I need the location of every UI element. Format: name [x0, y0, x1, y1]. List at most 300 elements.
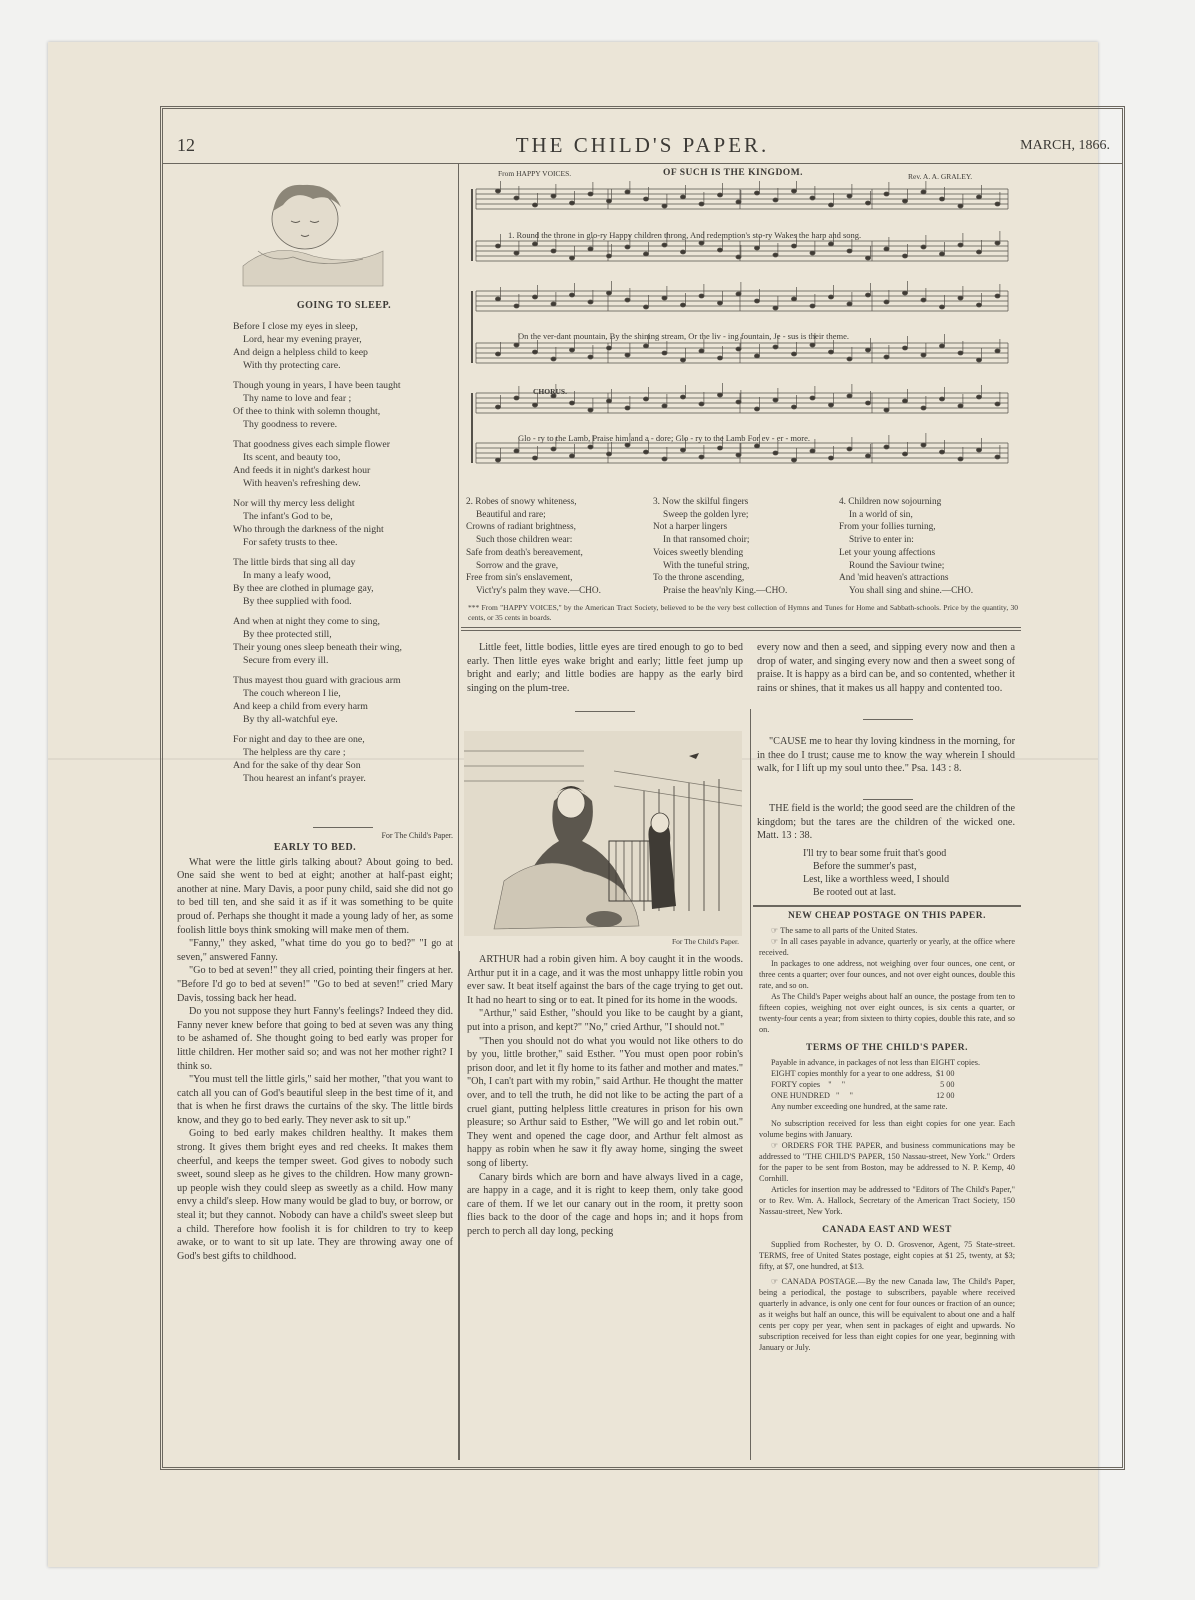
- note-head: [495, 244, 500, 248]
- note-head: [754, 444, 759, 448]
- going-to-sleep-poem: [233, 299, 455, 792]
- article-source: For The Child's Paper.: [381, 831, 453, 840]
- terms-after: Any number exceeding one hundred, at the same rate.: [771, 1102, 948, 1111]
- fruit-rhyme: [803, 847, 1003, 899]
- note-head: [680, 303, 685, 307]
- note-head: [958, 457, 963, 461]
- verse-line: Praise the heav'nly King.—CHO.: [663, 585, 788, 596]
- note-head: [773, 451, 778, 455]
- postage-line: As The Child's Paper weighs about half an ounce, the postage from ten to fifteen copies, weighing not over eight ounces, is six cents a quarter, or twenty-four cents a year; from sixteen to thirty copies, double this rate, and so on.: [759, 992, 1015, 1034]
- music-lyric-line-3: Glo - ry to the Lamb, Praise him and a - dore; Glo - ry to the Lamb For ev - er - more.: [518, 433, 810, 443]
- note-head: [717, 248, 722, 252]
- verse-line: You shall sing and shine.—CHO.: [849, 585, 974, 596]
- note-head: [551, 447, 556, 451]
- note-head: [828, 350, 833, 354]
- note-head: [680, 195, 685, 199]
- rate-label: [769, 1090, 934, 1101]
- poem-line: The infant's God to be,: [243, 511, 333, 522]
- note-head: [680, 358, 685, 362]
- early-to-bed-article: [177, 831, 453, 1263]
- note-head: [939, 252, 944, 256]
- note-head: [884, 445, 889, 449]
- note-head: [976, 395, 981, 399]
- note-head: [754, 299, 759, 303]
- verse-line: Such those children wear:: [476, 535, 573, 546]
- note-head: [717, 356, 722, 360]
- note-head: [662, 296, 667, 300]
- scripture-matthew: [757, 802, 1015, 843]
- note-head: [810, 304, 815, 308]
- verse-line: Safe from death's bereavement,: [466, 547, 583, 558]
- note-head: [773, 398, 778, 402]
- little-feet-paragraph: [467, 641, 743, 695]
- note-head: [532, 203, 537, 207]
- note-head: [551, 249, 556, 253]
- verse-line: And 'mid heaven's attractions: [839, 573, 949, 584]
- note-head: [791, 352, 796, 356]
- note-head: [828, 242, 833, 246]
- music-footnote: *** From "HAPPY VOICES," by the American Tract Society, believed to be the very best collection of Hymns and Tunes for Home and Sabbath-schools. Price by the quantity, 30 cents, or 35 cents in boards.: [468, 603, 1018, 622]
- note-head: [810, 343, 815, 347]
- article-paragraph: "Then you should not do what you would not like others to do by you, little brother," said Esther. "You must open poor robin's prison door, and let it fly home to its father and mother and mates." "Oh, I can't part with my robin," said Arthur. He thought the matter over, and to tell the truth, he did not like to be acting the part of a cruel giant, putting helpless little creatures in prison for his own pleasure; so Arthur said to Esther, "We will go and let robin out." They went and opened the cage door, and Arthur felt almost as happy as robin when he saw it fly away home, singing the sweet song of liberty.: [467, 1035, 743, 1169]
- note-head: [514, 196, 519, 200]
- note-head: [717, 393, 722, 397]
- note-head: [532, 403, 537, 407]
- verse-line: Sorrow and the grave,: [476, 560, 559, 571]
- poem-title: GOING TO SLEEP.: [296, 300, 392, 311]
- verse-line: Crowns of radiant brightness,: [466, 522, 576, 533]
- note-head: [569, 201, 574, 205]
- scripture-text: "CAUSE me to hear thy loving kindness in the morning, for in thee do I trust; cause me to know the way wherein I should walk, for I lift up my soul unto thee." Psa. 143 : 8.: [757, 736, 1015, 775]
- note-head: [884, 355, 889, 359]
- poem-line: For safety trusts to thee.: [243, 537, 338, 548]
- hymn-verse-3: [653, 496, 833, 598]
- note-head: [569, 348, 574, 352]
- verse-line: From your follies turning,: [839, 522, 936, 533]
- verse-line: Not a harper lingers: [653, 522, 728, 533]
- note-head: [569, 401, 574, 405]
- note-head: [643, 252, 648, 256]
- note-head: [495, 189, 500, 193]
- rhyme-line: Before the summer's past,: [813, 861, 917, 872]
- note-head: [717, 301, 722, 305]
- note-head: [958, 404, 963, 408]
- note-head: [921, 298, 926, 302]
- note-head: [902, 291, 907, 295]
- poem-line: In many a leafy wood,: [243, 570, 331, 581]
- note-head: [736, 400, 741, 404]
- section-divider: [863, 799, 913, 800]
- article-title: EARLY TO BED.: [273, 842, 357, 853]
- note-head: [976, 448, 981, 452]
- column-rule-inner: [459, 951, 460, 1460]
- note-head: [884, 408, 889, 412]
- note-head: [828, 203, 833, 207]
- note-head: [532, 350, 537, 354]
- note-head: [921, 190, 926, 194]
- note-head: [495, 297, 500, 301]
- note-head: [865, 256, 870, 260]
- note-head: [902, 199, 907, 203]
- poem-line: By thee protected still,: [243, 629, 332, 640]
- poem-line: Their young ones sleep beneath their wing,: [233, 642, 402, 653]
- note-head: [514, 449, 519, 453]
- poem-line: And keep a child from every harm: [233, 701, 368, 712]
- note-head: [532, 456, 537, 460]
- article-paragraph: Do you not suppose they hurt Fanny's feelings? Indeed they did. Fanny never knew before that going to bed at seven was any thing to be ashamed of. She thought going to bed early was proper for little children. Her mother said so; and was not her mother right? I think so.: [177, 1006, 453, 1072]
- poem-stanza: [233, 379, 455, 431]
- poem-line: Of thee to think with solemn thought,: [233, 406, 381, 417]
- canada-supplied: Supplied from Rochester, by O. D. Grosvenor, Agent, 75 State-street. TERMS, free of United States postage, eight copies at $1 25, twenty, at $3; fifty, at $7, one hundred, at $13.: [759, 1240, 1015, 1271]
- poem-line: By thy all-watchful eye.: [243, 714, 338, 725]
- note-head: [754, 407, 759, 411]
- poem-stanza: [233, 497, 455, 549]
- note-head: [588, 247, 593, 251]
- note-head: [847, 249, 852, 253]
- note-head: [514, 396, 519, 400]
- mother-child-birdcage-engraving: [464, 731, 742, 936]
- poem-line: For night and day to thee are one,: [233, 734, 365, 745]
- postage-notice: [759, 911, 1015, 1353]
- sleeping-child-engraving: [233, 171, 393, 291]
- poem-line: And feeds it in night's darkest hour: [233, 465, 371, 476]
- canada-postage: ☞ CANADA POSTAGE.—By the new Canada law, The Child's Paper, being a periodical, the postage to subscribers, payable where received quarterly in advance, is only one cent for four ounces or fraction of an ounce; as it weighs but half an ounce, this will be equivalent to about one and a half cents per copy per year, when sent in packages of eight and upwards. No subscription received for less than eight copies for one year, beginning with January or July.: [759, 1277, 1015, 1352]
- note-head: [551, 302, 556, 306]
- note-head: [773, 345, 778, 349]
- note-head: [569, 293, 574, 297]
- note-head: [514, 343, 519, 347]
- note-head: [865, 293, 870, 297]
- music-lyric-line-1: 1. Round the throne in glo-ry Happy children throng, And redemption's sto-ry Wakes the harp and song.: [508, 230, 862, 240]
- poem-line: Thus mayest thou guard with gracious arm: [233, 675, 401, 686]
- postage-line: ☞ The same to all parts of the United States.: [771, 926, 918, 935]
- note-head: [643, 450, 648, 454]
- note-head: [754, 191, 759, 195]
- column-rule-2: [750, 709, 751, 1460]
- note-head: [643, 197, 648, 201]
- verse-line: Voices sweetly blending: [653, 547, 744, 558]
- music-composer: Rev. A. A. GRALEY.: [908, 172, 973, 181]
- note-head: [791, 405, 796, 409]
- note-head: [569, 256, 574, 260]
- poem-line: Though young in years, I have been taught: [233, 380, 401, 391]
- section-divider: [313, 827, 373, 828]
- article-paragraph: "Arthur," said Esther, "should you like to be caught by a giant, put into a prison, and kept?" "No," cried Arthur, "I should not.": [467, 1008, 743, 1033]
- note-head: [921, 245, 926, 249]
- note-head: [773, 306, 778, 310]
- postage-title: NEW CHEAP POSTAGE ON THIS PAPER.: [788, 911, 986, 921]
- note-head: [717, 446, 722, 450]
- note-head: [625, 406, 630, 410]
- note-head: [939, 344, 944, 348]
- poem-stanza: [233, 733, 455, 785]
- note-head: [699, 202, 704, 206]
- note-head: [902, 399, 907, 403]
- note-head: [791, 189, 796, 193]
- note-head: [606, 199, 611, 203]
- note-head: [495, 458, 500, 462]
- note-head: [810, 449, 815, 453]
- article-paragraph: "Fanny," they asked, "what time do you go to bed?" "I go at seven," answered Fanny.: [177, 938, 453, 963]
- poem-line: The helpless are thy care ;: [243, 747, 346, 758]
- note-head: [514, 304, 519, 308]
- note-head: [995, 202, 1000, 206]
- engraving-caption: For The Child's Paper.: [671, 937, 739, 946]
- poem-line: And for the sake of thy dear Son: [233, 760, 361, 771]
- table-row: [769, 1090, 956, 1101]
- poem-stanza: [233, 615, 455, 667]
- postage-line: In packages to one address, not weighing over four ounces, one cent, or three cents a quarter; over four ounces, and not over eight ounces, double this rate, and so on.: [759, 959, 1015, 990]
- note-head: [736, 292, 741, 296]
- note-head: [606, 254, 611, 258]
- section-divider: [863, 719, 913, 720]
- poem-line: Thou hearest an infant's prayer.: [243, 773, 366, 784]
- note-head: [662, 204, 667, 208]
- note-head: [828, 403, 833, 407]
- music-source: From HAPPY VOICES.: [498, 169, 572, 178]
- note-head: [625, 245, 630, 249]
- verse-line: 2. Robes of snowy whiteness,: [466, 497, 577, 507]
- note-head: [847, 447, 852, 451]
- note-head: [625, 353, 630, 357]
- article-paragraph: "Go to bed at seven!" they all cried, pointing their fingers at her. "Before I'd go to bed at seven!" "Go to bed at seven!" cried Mary Davis, tossing back her head.: [177, 965, 453, 1004]
- note-head: [810, 196, 815, 200]
- scripture-psalm: [757, 735, 1015, 776]
- rhyme-line: I'll try to bear some fruit that's good: [803, 848, 947, 859]
- note-head: [958, 351, 963, 355]
- ditto-mark: ": [836, 1091, 840, 1100]
- note-head: [699, 241, 704, 245]
- note-head: [736, 453, 741, 457]
- poem-line: The couch whereon I lie,: [243, 688, 341, 699]
- issue-date: MARCH, 1866.: [1020, 138, 1110, 153]
- rate-value: 5 00: [940, 1080, 955, 1089]
- poem-line: By thee are clothed in plumage gay,: [233, 583, 374, 594]
- rate-value: 12 00: [936, 1091, 955, 1100]
- note-head: [625, 298, 630, 302]
- poem-line: Who through the darkness of the night: [233, 524, 384, 535]
- note-head: [902, 452, 907, 456]
- note-head: [958, 296, 963, 300]
- postage-top-rule: [753, 905, 1021, 907]
- note-head: [921, 406, 926, 410]
- poem-line: By thee supplied with food.: [243, 596, 352, 607]
- note-head: [699, 455, 704, 459]
- note-head: [995, 241, 1000, 245]
- note-head: [588, 445, 593, 449]
- poem-line: With thy protecting care.: [243, 360, 341, 371]
- verse-line: Free from sin's enslavement,: [466, 573, 573, 584]
- note-head: [569, 454, 574, 458]
- verse-line: Strive to enter in:: [849, 535, 914, 546]
- ditto-mark: ": [841, 1080, 846, 1089]
- poem-line: And deign a helpless child to keep: [233, 347, 368, 358]
- note-head: [736, 200, 741, 204]
- note-head: [847, 394, 852, 398]
- poem-line: With heaven's refreshing dew.: [243, 478, 361, 489]
- poem-line: Secure from every ill.: [243, 655, 329, 666]
- table-row: [769, 1068, 956, 1079]
- note-head: [791, 244, 796, 248]
- note-head: [699, 294, 704, 298]
- note-head: [810, 396, 815, 400]
- poem-line: The little birds that sing all day: [233, 557, 356, 568]
- note-head: [680, 448, 685, 452]
- verse-line: To the throne ascending,: [653, 573, 745, 584]
- note-head: [495, 352, 500, 356]
- verse-line: Sweep the golden lyre;: [663, 509, 749, 520]
- note-head: [902, 346, 907, 350]
- note-head: [551, 194, 556, 198]
- verse-line: Vict'ry's palm they wave.—CHO.: [476, 585, 601, 596]
- note-head: [736, 255, 741, 259]
- verse-line: 4. Children now sojourning: [839, 497, 942, 507]
- note-head: [606, 452, 611, 456]
- note-head: [976, 358, 981, 362]
- poem-line: And when at night they come to sing,: [233, 616, 380, 627]
- note-head: [680, 250, 685, 254]
- ditto-mark: ": [828, 1080, 832, 1089]
- note-head: [995, 349, 1000, 353]
- note-head: [588, 192, 593, 196]
- note-head: [976, 195, 981, 199]
- note-head: [791, 458, 796, 462]
- note-head: [680, 395, 685, 399]
- note-head: [588, 355, 593, 359]
- ditto-mark: ": [849, 1091, 853, 1100]
- terms-title: TERMS OF THE CHILD'S PAPER.: [806, 1043, 968, 1053]
- verse-line: Round the Saviour twine;: [849, 560, 945, 571]
- note-head: [847, 194, 852, 198]
- poem-stanza: [233, 438, 455, 490]
- note-head: [643, 397, 648, 401]
- rhyme-line: Be rooted out at last.: [813, 887, 897, 898]
- note-head: [662, 243, 667, 247]
- note-head: [754, 354, 759, 358]
- note-head: [625, 443, 630, 447]
- note-head: [773, 253, 778, 257]
- note-head: [532, 242, 537, 246]
- article-paragraph: every now and then a seed, and sipping every now and then a drop of water, and singing every now and then a sweet song of praise. It is happy as a bird can be, and so contented, whether it rains or shines, that it makes us all happy and contented too.: [757, 642, 1016, 694]
- note-head: [588, 408, 593, 412]
- rate-label-text: ONE HUNDRED: [771, 1091, 830, 1100]
- note-head: [939, 305, 944, 309]
- scripture-text: THE field is the world; the good seed are the children of the kingdom; but the tares are the children of the wicked one. Matt. 13 : 38.: [757, 803, 1015, 842]
- note-head: [958, 243, 963, 247]
- page-number: 12: [177, 135, 195, 155]
- terms-note: Articles for insertion may be addressed to "Editors of The Child's Paper," or to Rev. Wm. A. Hallock, Secretary of the American Tract Society, 150 Nassau-street, New York.: [759, 1185, 1015, 1216]
- rate-label-text: FORTY copies: [771, 1080, 821, 1089]
- note-head: [995, 402, 1000, 406]
- article-paragraph: What were the little girls talking about? About going to bed. One said she went to bed at eight; another at half-past eight; another at nine. Mary Davis, a poor puny child, said she did not go to bed till ten, and she said it as if it was something to be quite proud of. Perhaps she thought it made a young lady of her, as some foolish little boys think smoking will make men of them.: [177, 856, 453, 936]
- terms-rate-table: [769, 1068, 956, 1101]
- chorus-label: CHORUS.: [533, 387, 567, 396]
- rate-value: $1 00: [936, 1069, 955, 1078]
- poem-stanza: [233, 320, 455, 372]
- terms-intro: Payable in advance, in packages of not less than EIGHT copies.: [771, 1058, 981, 1067]
- note-head: [921, 353, 926, 357]
- note-head: [939, 397, 944, 401]
- note-head: [606, 291, 611, 295]
- music-section-rule: [461, 627, 1021, 628]
- note-head: [662, 404, 667, 408]
- note-head: [495, 405, 500, 409]
- poem-stanza: [233, 556, 455, 608]
- article-paragraph: Little feet, little bodies, little eyes are tired enough to go to bed early. Then little eyes wake bright and early; little feet jump up bright and early; and little bodies are happy as the early bird singing on the plum-tree.: [467, 642, 743, 694]
- note-head: [532, 295, 537, 299]
- verse-line: 3. Now the skilful fingers: [653, 497, 749, 507]
- poem-line: That goodness gives each simple flower: [233, 439, 390, 450]
- article-paragraph: ARTHUR had a robin given him. A boy caught it in the woods. Arthur put it in a cage, and it was the most unhappy little robin you ever saw. It beat itself against the bars of the cage trying to get out. It had no heart to sing or to eat. It pined for its home in the woods.: [467, 954, 743, 1006]
- newspaper-sheet: [48, 42, 1110, 1567]
- note-head: [828, 295, 833, 299]
- note-head: [662, 351, 667, 355]
- note-head: [699, 402, 704, 406]
- poem-line: Lord, hear my evening prayer,: [243, 334, 362, 345]
- hymn-verse-4: [839, 496, 1019, 598]
- note-head: [847, 357, 852, 361]
- canada-title: CANADA EAST AND WEST: [822, 1225, 952, 1235]
- note-head: [625, 190, 630, 194]
- verse-line: Beautiful and rare;: [476, 509, 546, 520]
- terms-note: ☞ ORDERS FOR THE PAPER, and business communications may be addressed to "THE CHILD'S PAPER, 150 Nassau-street, New York." Orders for the paper to be sent from Boston, may be addressed to N. P. Kemp, 40 Cornhill.: [759, 1141, 1015, 1183]
- note-head: [921, 443, 926, 447]
- rate-label: EIGHT copies monthly for a year to one address,: [771, 1069, 933, 1078]
- note-head: [514, 251, 519, 255]
- verse-line: Let your young affections: [839, 547, 936, 558]
- note-head: [551, 357, 556, 361]
- rhyme-line: Lest, like a worthless weed, I should: [803, 874, 950, 885]
- rate-label: [769, 1079, 934, 1090]
- note-head: [699, 349, 704, 353]
- note-head: [884, 247, 889, 251]
- note-head: [884, 192, 889, 196]
- note-head: [939, 450, 944, 454]
- verse-line: With the tuneful string,: [663, 560, 750, 571]
- note-head: [643, 344, 648, 348]
- note-head: [902, 254, 907, 258]
- section-divider: [575, 711, 635, 712]
- right-column-text: [757, 641, 1015, 695]
- postage-line: ☞ In all cases payable in advance, quarterly or yearly, at the office where received.: [759, 937, 1015, 957]
- music-section-rule-2: [461, 630, 1021, 631]
- note-head: [606, 399, 611, 403]
- note-head: [810, 251, 815, 255]
- poem-stanza: [233, 674, 455, 726]
- note-head: [791, 297, 796, 301]
- poem-line: Its scent, and beauty too,: [243, 452, 341, 463]
- table-row: [769, 1079, 956, 1090]
- verse-line: In a world of sin,: [849, 509, 913, 520]
- note-head: [958, 204, 963, 208]
- poem-line: Nor will thy mercy less delight: [233, 498, 355, 509]
- article-paragraph: Canary birds which are born and have always lived in a cage, are happy in a cage, and it is right to keep them, only take good care of them. If we let our canary out in the room, it pretty soon flies back to the door of the cage and hops in; and it hops from perch to perch all day long, pecking: [467, 1171, 743, 1237]
- music-title: OF SUCH IS THE KINGDOM.: [663, 168, 804, 178]
- note-head: [828, 456, 833, 460]
- note-head: [995, 455, 1000, 459]
- note-head: [754, 246, 759, 250]
- note-head: [865, 201, 870, 205]
- note-head: [773, 198, 778, 202]
- note-head: [976, 250, 981, 254]
- poem-line: Before I close my eyes in sleep,: [233, 321, 358, 332]
- poem-line: Thy name to love and fear ;: [243, 393, 352, 404]
- note-head: [662, 457, 667, 461]
- music-lyric-line-2: On the ver-dant mountain, By the shining stream, Or the liv - ing fountain, Je - sus is their theme.: [518, 331, 850, 341]
- note-head: [847, 302, 852, 306]
- note-head: [976, 303, 981, 307]
- robin-article: [467, 953, 743, 1238]
